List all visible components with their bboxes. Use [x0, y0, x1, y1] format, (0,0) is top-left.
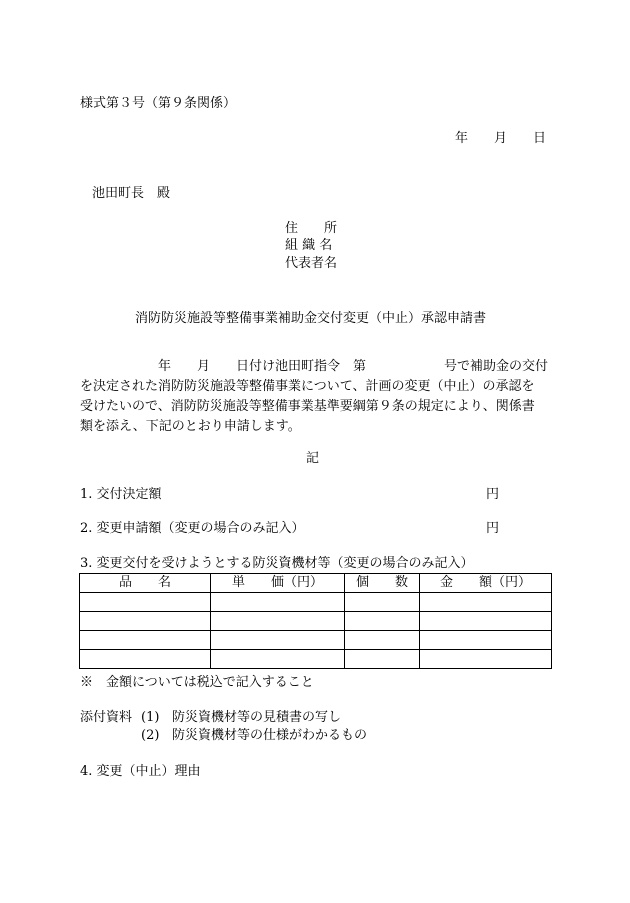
table-row [80, 631, 552, 650]
representative-label: 代表者名 [285, 256, 338, 271]
equipment-table [79, 573, 552, 669]
cell-amount[interactable] [420, 631, 552, 650]
table-row [80, 650, 552, 669]
cell-unit-price[interactable] [211, 593, 345, 612]
cell-quantity[interactable] [345, 631, 420, 650]
cell-unit-price[interactable] [211, 631, 345, 650]
table-row [80, 612, 552, 631]
document-title: 消防防災施設等整備事業補助金交付変更（中止）承認申請書 [135, 311, 487, 326]
cell-item-name[interactable] [80, 650, 211, 669]
date-day-label: 日 [533, 131, 547, 146]
addressee: 池田町長 殿 [92, 186, 171, 201]
form-number: 様式第３号（第９条関係） [80, 96, 237, 111]
item3-label: 3. 変更交付を受けようとする防災資機材等（変更の場合のみ記入） [80, 556, 474, 571]
cell-unit-price[interactable] [211, 612, 345, 631]
header-amount: 金 額（円） [420, 574, 552, 593]
cell-quantity[interactable] [345, 593, 420, 612]
attachments-label: 添付資料 [80, 710, 133, 725]
cell-quantity[interactable] [345, 650, 420, 669]
cell-quantity[interactable] [345, 612, 420, 631]
attachment-number: (2) [141, 728, 160, 743]
attachment-text: 防災資機材等の見積書の写し [172, 710, 342, 725]
body-paragraph [80, 357, 555, 437]
cell-unit-price[interactable] [211, 650, 345, 669]
header-item-name: 品 名 [80, 574, 211, 593]
item2-unit: 円 [486, 521, 500, 536]
date-year-label: 年 [455, 131, 469, 146]
org-name-label: 組 織 名 [285, 238, 333, 253]
body-line: 年 月 日付け池田町指令 第 号で補助金の交付 [80, 359, 549, 374]
tax-note: ※ 金額については税込で記入すること [80, 675, 314, 690]
date-month-label: 月 [494, 131, 508, 146]
header-unit-price: 単 価（円） [211, 574, 345, 593]
item1-unit: 円 [486, 487, 500, 502]
item2-label: 2. 変更申請額（変更の場合のみ記入） [80, 521, 305, 536]
cell-item-name[interactable] [80, 612, 211, 631]
attachment-text: 防災資機材等の仕様がわかるもの [172, 728, 368, 743]
ki-heading: 記 [306, 451, 320, 466]
cell-amount[interactable] [420, 593, 552, 612]
body-line: 受けたいので、消防防災施設等整備事業基準要綱第９条の規定により、関係書 [80, 399, 535, 414]
address-label: 住 所 [285, 221, 338, 236]
cell-amount[interactable] [420, 650, 552, 669]
cell-item-name[interactable] [80, 631, 211, 650]
header-quantity: 個 数 [345, 574, 420, 593]
item4-label: 4. 変更（中止）理由 [80, 764, 201, 779]
cell-item-name[interactable] [80, 593, 211, 612]
body-line: を決定された消防防災施設等整備事業について、計画の変更（中止）の承認を [80, 379, 535, 394]
cell-amount[interactable] [420, 612, 552, 631]
item1-label: 1. 交付決定額 [80, 487, 162, 502]
body-line: 類を添え、下記のとおり申請します。 [80, 419, 301, 434]
attachment-number: (1) [141, 710, 160, 725]
table-row [80, 593, 552, 612]
table-header-row [80, 574, 552, 593]
